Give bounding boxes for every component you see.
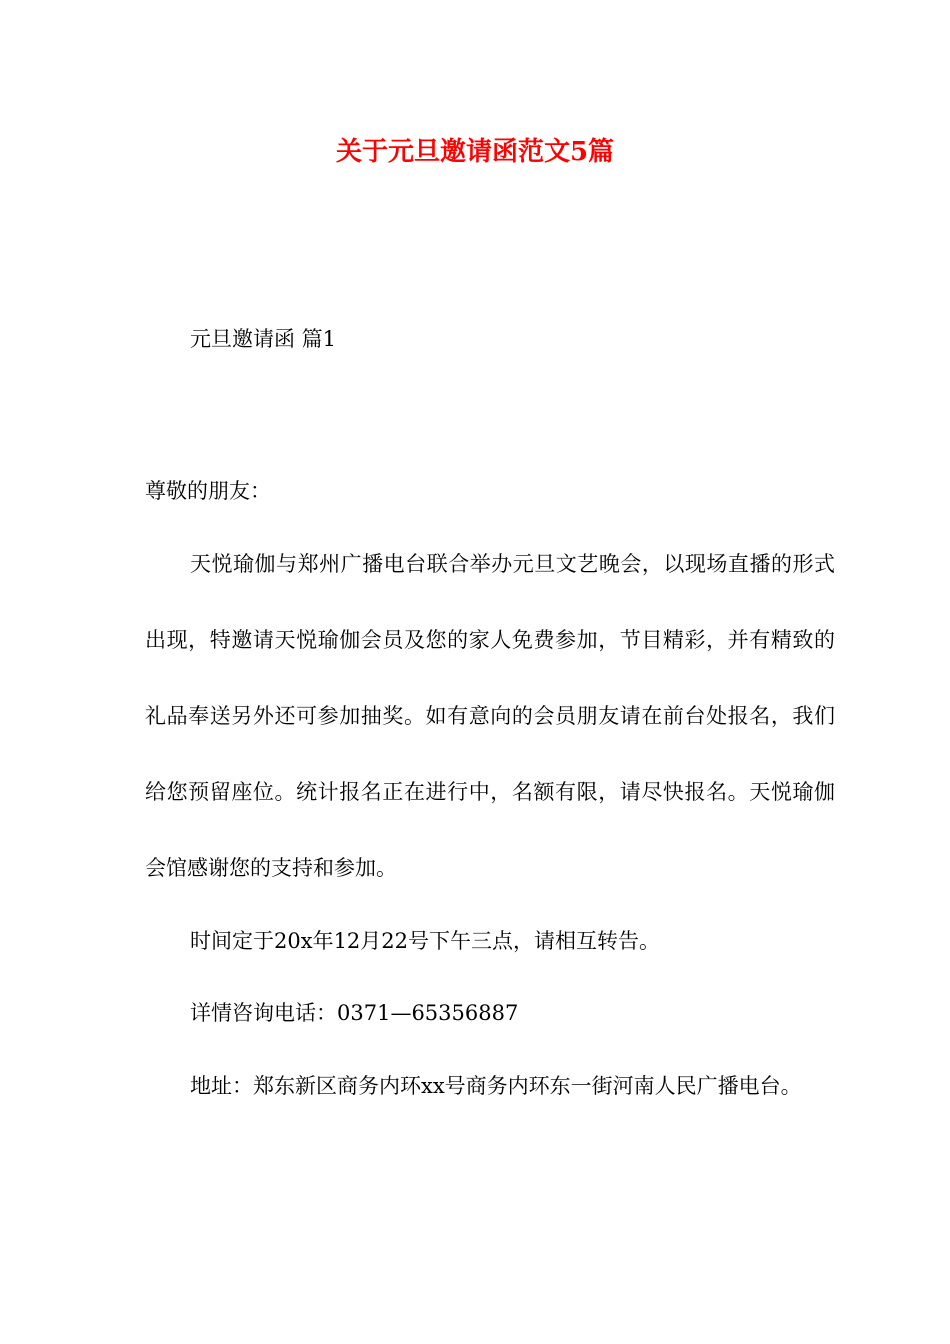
salutation: 尊敬的朋友： [145, 479, 271, 503]
contact-phone-paragraph: 详情咨询电话：0371—65356887 [190, 1001, 519, 1025]
event-time-paragraph: 时间定于20x年12月22号下午三点，请相互转告。 [190, 929, 661, 953]
address-paragraph: 地址：郑东新区商务内环xx号商务内环东一街河南人民广播电台。 [190, 1074, 802, 1098]
section-heading: 元旦邀请函 篇1 [190, 327, 337, 351]
document-title: 关于元旦邀请函范文5篇 [335, 137, 615, 167]
invitation-paragraph: 天悦瑜伽与郑州广播电台联合举办元旦文艺晚会，以现场直播的形式出现，特邀请天悦瑜伽会员及您的家人免费参加，节目精彩，并有精致的礼品奉送另外还可参加抽奖。如有意向的会员朋友请在前台处报名，我们给您预留座位。统计报名正在进行中，名额有限，请尽快报名。天悦瑜伽会馆感谢您的支持和参加。 [145, 552, 835, 880]
